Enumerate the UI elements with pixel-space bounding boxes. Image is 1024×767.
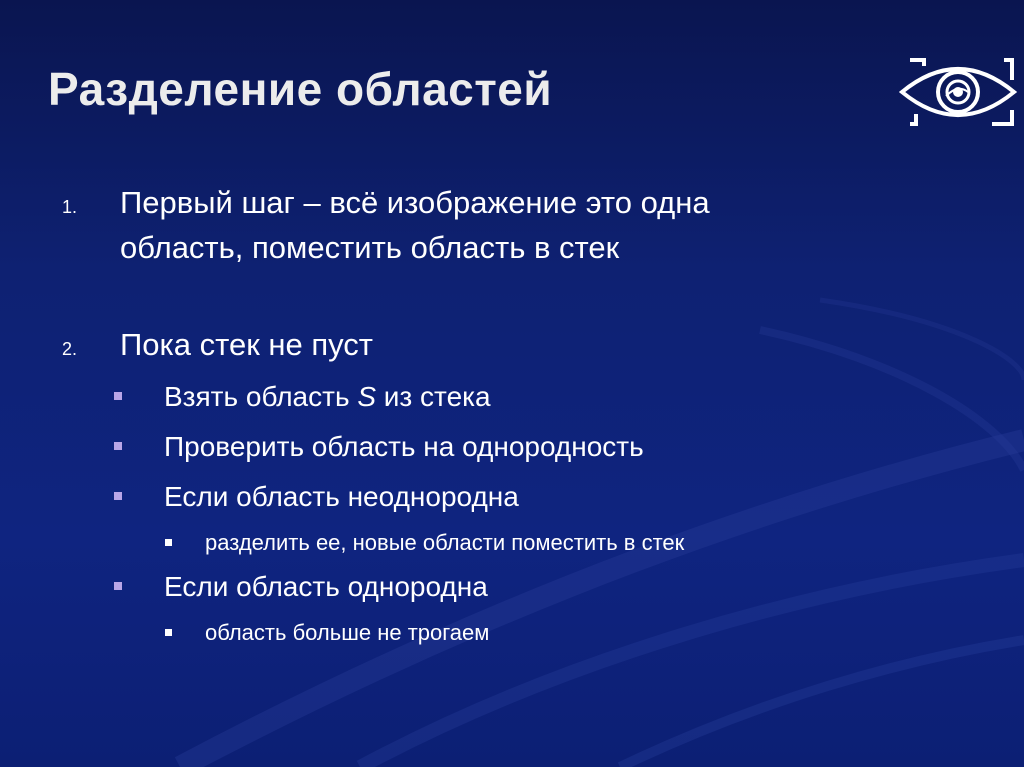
square-bullet-icon [114,392,122,400]
item-text: Пока стек не пуст [120,327,373,362]
square-bullet-icon [114,442,122,450]
bullet-text: Если область неоднородна [164,481,519,512]
slide-title: Разделение областей [48,63,553,115]
item-text-line: область, поместить область в стек [120,230,620,265]
square-bullet-icon [165,539,172,546]
item-number: 1. [62,197,78,217]
bullet-text: Проверить область на однородность [164,431,644,462]
sub-bullet-text: область больше не трогаем [205,620,490,645]
bullet-text: Если область однородна [164,571,488,602]
bullet-text: Взять область S из стека [164,381,491,412]
sub-bullet-text: разделить ее, новые области поместить в стек [205,530,685,555]
item-text-line: Первый шаг – всё изображение это одна [120,185,710,220]
item-number: 2. [62,339,78,359]
square-bullet-icon [114,582,122,590]
eye-logo-icon [896,52,1020,132]
square-bullet-icon [165,629,172,636]
square-bullet-icon [114,492,122,500]
